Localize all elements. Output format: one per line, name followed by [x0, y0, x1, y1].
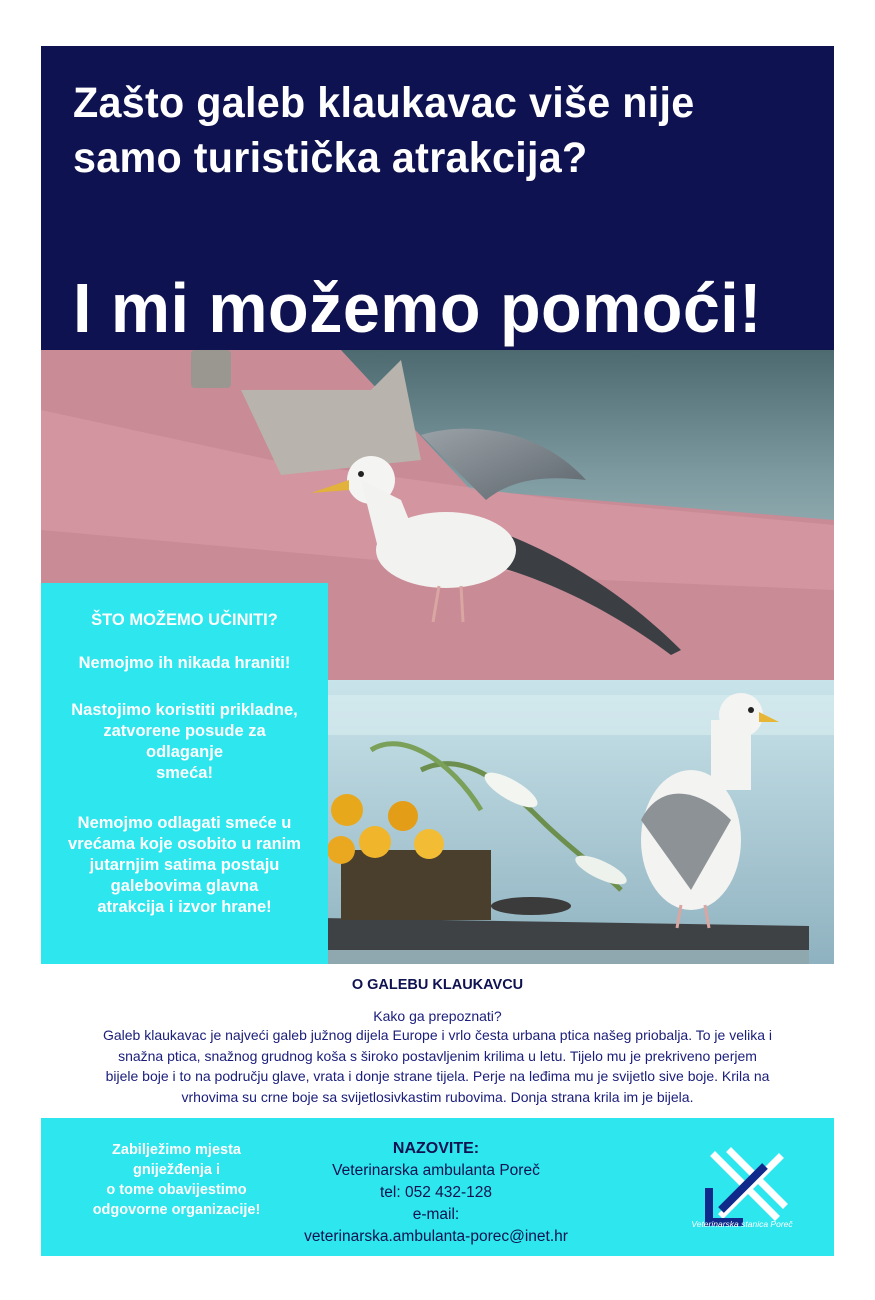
about-line-1: Galeb klaukavac je najveći galeb južnog dijela Europe i vrlo česta urbana ptica našeg priobalja. To je velika i	[102, 1027, 773, 1043]
note-line-3: o tome obavijestimo	[106, 1182, 247, 1198]
about-line-2: snažna ptica, snažnog grudnog koša s široko postavljenim krilima u letu. Tijelo mu je prekriveno perjem	[118, 1047, 757, 1064]
tip3-line-4: galebovima glavna	[110, 877, 259, 895]
logo-caption: Veterinarska stanica Poreč	[691, 1219, 793, 1229]
note-line-2: gniježđenja i	[132, 1162, 220, 1178]
poster-title	[73, 76, 793, 186]
about-line-3: bijele boje i to na području glave, vrata i donje strane tijela. Perje na leđima mu je svijetlo sive boje. Krila na	[105, 1068, 770, 1084]
tip3-line-3: jutarnjim satima postaju	[89, 856, 280, 874]
footer-band	[41, 1118, 834, 1256]
tip-no-feeding: Nemojmo ih nikada hraniti!	[78, 654, 291, 672]
contact-name: Veterinarska ambulanta Poreč	[332, 1162, 540, 1179]
footer-note	[69, 1140, 284, 1220]
contact-email-label: e-mail:	[412, 1206, 460, 1223]
tip3-line-1: Nemojmo odlagati smeće u	[77, 814, 292, 832]
note-line-4: odgovorne organizacije!	[92, 1202, 261, 1218]
header-banner	[41, 46, 834, 350]
about-line-4: vrhovima su crne boje sa svijetlosivkastim rubovima. Donja strana krila im je bijela.	[181, 1088, 694, 1105]
tip3-line-2: vrećama koje osobito u ranim	[68, 835, 301, 853]
title-line-2: samo turistička atrakcija?	[73, 134, 588, 182]
note-line-1: Zabilježimo mjesta	[112, 1142, 241, 1158]
actions-box	[41, 583, 328, 964]
contact-phone[interactable]: tel: 052 432-128	[379, 1184, 493, 1201]
about-question: Kako ga prepoznati?	[373, 1008, 502, 1024]
tip2-line-3: odlaganje	[145, 743, 223, 761]
about-heading: O GALEBU KLAUKAVCU	[351, 977, 524, 993]
contact-email[interactable]: veterinarska.ambulanta-porec@inet.hr	[304, 1228, 568, 1245]
title-line-1: Zašto galeb klaukavac više nije	[73, 79, 695, 127]
tip-closed-containers	[53, 700, 316, 784]
tip-no-bags	[53, 813, 316, 918]
tip2-line-4: smeća!	[156, 764, 213, 782]
contact-block	[271, 1138, 601, 1248]
about-section	[41, 964, 834, 1118]
tip3-line-5: atrakcija i izvor hrane!	[97, 898, 272, 916]
poster-slogan: I mi možemo pomoći!	[73, 269, 762, 347]
poster	[41, 46, 834, 1256]
tip2-line-2: zatvorene posude za	[103, 722, 266, 740]
actions-title: ŠTO MOŽEMO UČINITI?	[91, 611, 278, 629]
tip2-line-1: Nastojimo koristiti prikladne,	[71, 701, 298, 719]
about-text	[47, 1025, 828, 1107]
contact-title: NAZOVITE:	[392, 1140, 480, 1157]
